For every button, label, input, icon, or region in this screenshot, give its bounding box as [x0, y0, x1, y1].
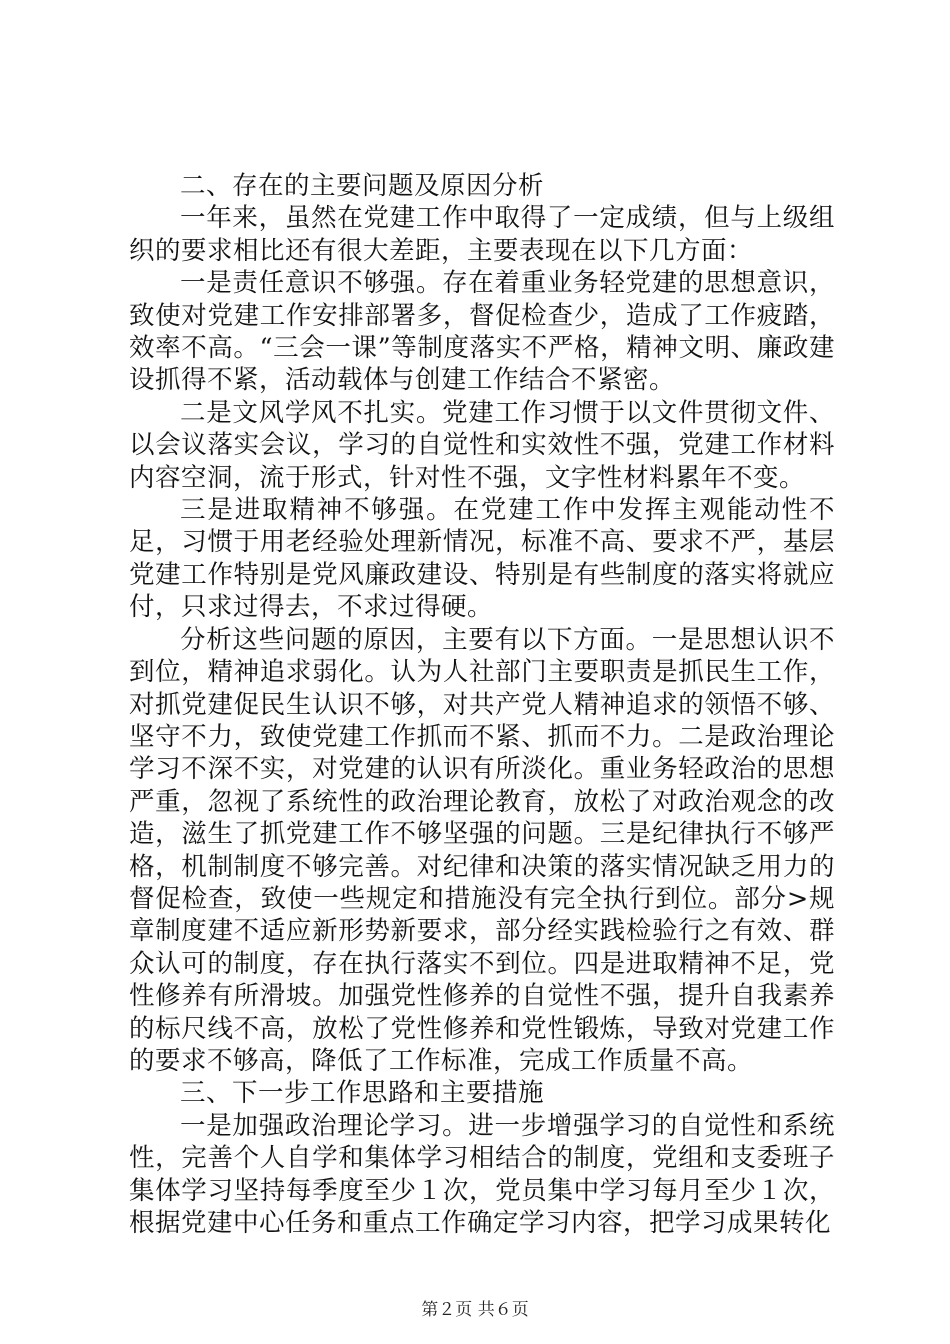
paragraph: 二是文风学风不扎实。党建工作习惯于以文件贯彻文件、以会议落实会议，学习的自觉性和实效性不强，党建工作材料内容空洞，流于形式，针对性不强，文字性材料累年不变。: [129, 397, 835, 493]
paragraph: 三是进取精神不够强。在党建工作中发挥主观能动性不足，习惯于用老经验处理新情况，标准不高、要求不严，基层党建工作特别是党风廉政建设、特别是有些制度的落实将就应付，只求过得去，不求过得硬。: [129, 495, 835, 623]
paragraph: 一年来，虽然在党建工作中取得了一定成绩，但与上级组织的要求相比还有很大差距，主要表现在以下几方面：: [129, 203, 835, 266]
paragraph: 一是加强政治理论学习。进一步增强学习的自觉性和系统性，完善个人自学和集体学习相结合的制度，党组和支委班子集体学习坚持每季度至少１次，党员集中学习每月至少１次，根据党建中心任务和重点工作确定学习内容，把学习成果转化: [129, 1110, 835, 1238]
page-footer: 第２页 共６页: [421, 1300, 529, 1320]
paragraph: 一是责任意识不够强。存在着重业务轻党建的思想意识，致使对党建工作安排部署多，督促检查少，造成了工作疲踏，效率不高。“三会一课”等制度落实不严格，精神文明、廉政建设抓得不紧，活动载体与创建工作结合不紧密。: [129, 268, 835, 396]
document-body: [129, 170, 835, 1239]
section-heading-next-steps: 三、下一步工作思路和主要措施: [180, 1078, 545, 1109]
paragraph: 分析这些问题的原因，主要有以下方面。一是思想认识不到位，精神追求弱化。认为人社部门主要职责是抓民生工作，对抓党建促民生认识不够，对共产党人精神追求的领悟不够、坚守不力，致使党建工作抓而不紧、抓而不力。二是政治理论学习不深不实，对党建的认识有所淡化。重业务轻政治的思想严重，忽视了系统性的政治理论教育，放松了对政治观念的改造，滋生了抓党建工作不够坚强的问题。三是纪律执行不够严格，机制制度不够完善。对纪律和决策的落实情况缺乏用力的督促检查，致使一些规定和措施没有完全执行到位。部分>规章制度建不适应新形势新要求，部分经实践检验行之有效、群众认可的制度，存在执行落实不到位。四是进取精神不足，党性修养有所滑坡。加强党性修养的自觉性不强，提升自我素养的标尺线不高，放松了党性修养和党性锻炼，导致对党建工作的要求不够高，降低了工作标准，完成工作质量不高。: [129, 624, 835, 1076]
section-heading-problems: 二、存在的主要问题及原因分析: [180, 171, 545, 201]
